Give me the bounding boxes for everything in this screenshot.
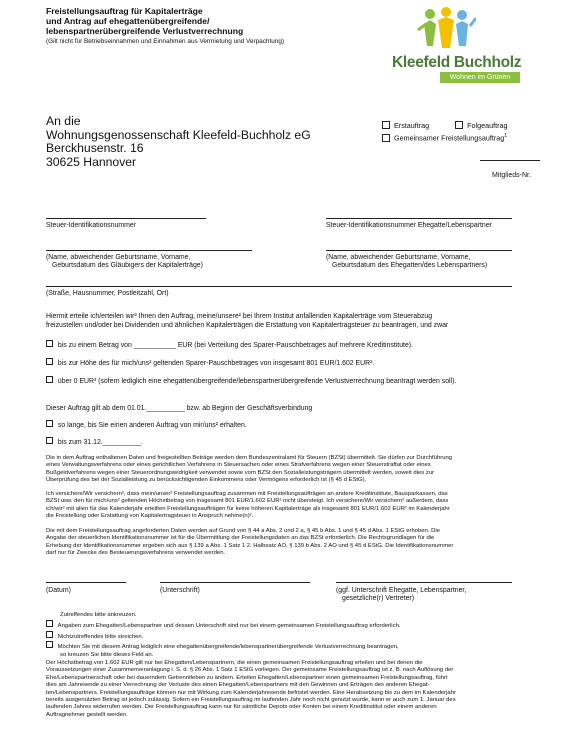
logo-figures-icon <box>416 6 476 52</box>
amount-option-3 <box>46 376 566 386</box>
validity-until <box>46 437 546 447</box>
tax-id-spouse-line[interactable] <box>326 218 512 219</box>
first-order-label: Erstauftrag <box>394 121 430 130</box>
spouse-signature-line[interactable] <box>336 582 512 583</box>
footer-4: dies am Jahresende zu einer Verrechnung der Verluste des einen Ehegatten/Lebenspartners mit den Gewinnen und Erträgen des anderen Ehegat- <box>46 682 430 689</box>
joint-order-label: Gemeinsamer Freistellungsauftrag <box>394 133 505 143</box>
member-number-label: Mitglieds-Nr. <box>492 172 531 179</box>
spouse-signature-label-2: gesetzliche(r) Vertreter) <box>342 595 414 603</box>
date-line[interactable] <box>46 582 126 583</box>
footnotes <box>46 612 546 660</box>
validity-until-checkbox[interactable] <box>46 437 53 444</box>
title-line-3: lebenspartnerübergreifende Verlustverrechnung <box>46 26 244 37</box>
spouse-name-label <box>326 254 487 271</box>
intro-text <box>46 312 546 331</box>
amount-option-1 <box>46 340 546 350</box>
footer-2: Voraussetzungen einer Zusammenveranlagung i. S. d. § 26 Abs. 1 Satz 1 EStG vorliegen. Der gemeinsame Freistellungsauftrag ist z. B. nach Auflösung der <box>46 667 454 674</box>
amount-option-2-checkbox[interactable] <box>46 358 53 365</box>
footnote-2-box <box>46 620 53 627</box>
validity-revoked <box>46 420 546 430</box>
member-number-line[interactable] <box>480 160 540 161</box>
title-line-2: und Antrag auf ehegattenübergreifende/ <box>46 16 210 27</box>
legal-1b: eines Verwaltungsverfahrens oder eines gerichtlichen Verfahrens in Steuersachen oder eines Strafverfahrens wegen einer Steuerstraftat oder eines <box>46 462 431 469</box>
street-line[interactable] <box>46 286 512 287</box>
amount-option-3-label: über 0 EUR³ (sofern lediglich eine ehegattenübergreifende/lebenspartnerübergreifende Verlustverrechnung beantragt werden soll). <box>57 378 457 385</box>
intro-line-2: freizustellen und/oder bei Dividenden und ähnlichen Kapitalerträgen die Erstattung von Kapitalertragsteuer zu beantragen, und zwar <box>46 322 449 330</box>
signature-line[interactable] <box>160 582 310 583</box>
follow-order-checkbox[interactable] <box>455 121 463 129</box>
address-line-1: An die <box>46 114 81 128</box>
footnote-4b: so kreuzen Sie bitte dieses Feld an. <box>60 652 154 659</box>
legal-1c: Bußgeldverfahrens wegen einer Steuerordnungswidrigkeit verwendet sowie vom BZSt den Sozialleistungsträgern übermittelt werden, soweit dies zur <box>46 469 434 476</box>
amount-option-1-checkbox[interactable] <box>46 340 53 347</box>
legal-1d: Überprüfung des bei der Sozialleistung zu berücksichtigenden Einkommens oder Vermögens erforderlich ist (§ 45 d EStG). <box>46 477 367 484</box>
footnote-3: Nichtzutreffendes bitte streichen. <box>57 633 144 640</box>
footnote-4a: Möchten Sie mit diesem Antrag lediglich eine ehegattenübergreifende/lebenspartnerübergreifende Verlustverrechnung beantragen, <box>57 644 399 651</box>
amount-option-2 <box>46 358 546 368</box>
legal-3a: Die mit dem Freistellungsauftrag angeforderten Daten werden auf Grund von § 44 a Abs. 2 und 2 a, § 45 b Abs. 1 und § 45 d Abs. 1 EStG erhoben. Die <box>46 528 440 534</box>
amount-option-3-checkbox[interactable] <box>46 376 53 383</box>
legal-paragraph-1 <box>46 455 546 485</box>
address-line-3: Berckhusenstr. 16 <box>46 141 144 156</box>
spouse-signature-label-1: (ggf. Unterschrift Ehegatte, Lebenspartner, <box>336 587 467 594</box>
legal-3c: Erhebung der Identifikationsnummer ergeben sich aus § 139 a Abs. 1 Satz 1 2. Halbsatz AO, § 139 b Abs. 2 AO und § 45 d EStG. Die Identifikationsnummer <box>46 542 454 549</box>
logo-tagline: Wohnen im Grünen <box>440 72 520 83</box>
creditor-name-label-1: (Name, abweichender Geburtsname, Vorname, <box>46 254 191 261</box>
address-line-2: Wohnungsgenossenschaft Kleefeld-Buchholz eG <box>46 127 311 142</box>
footnote-3-box <box>46 631 53 638</box>
footer-paragraph <box>46 660 546 719</box>
amount-option-2-label: bis zur Höhe des für mich/uns² geltenden Sparer-Pauschbetrages von insgesamt 801 EUR/1.602 EUR². <box>57 360 375 367</box>
recipient-address <box>46 115 311 169</box>
logo-name: Kleefeld Buchholz <box>392 54 522 71</box>
follow-order-label: Folgeauftrag <box>467 121 508 130</box>
legal-3b: Angabe der steuerlichen Identifikationsnummer ist für die Übermittlung der Freistellungsdaten an das BZSt erforderlich. Die Rechtsgrundlagen für die <box>46 535 435 542</box>
legal-1a: Die in dem Auftrag enthaltenen Daten und freigestellten Beträge werden dem Bundeszentralamt für Steuern (BZSt) übermittelt. Sie dürfen zur Durchführung <box>46 455 453 461</box>
spouse-name-line[interactable] <box>326 250 512 251</box>
legal-3d: darf nur für Zwecke des Besteuerungsverfahrens verwendet werden. <box>46 550 226 557</box>
legal-2a: Ich versichere/Wir versichern², dass mein/unser² Freistellungsauftrag zusammen mit Freistellungsaufträgen an andere Kreditinstitute, Bausparkassen, das <box>46 491 448 497</box>
tax-id-label: Steuer-Identifikationsnummer <box>46 222 137 229</box>
legal-2b: BZSt usw. den für mich/uns² geltenden Höchstbetrag von insgesamt 801 EUR/1.602 EUR² nicht übersteigt. Ich versichere/Wir versichern² außerdem, dass <box>46 498 449 505</box>
footer-1: Der Höchstbetrag von 1.602 EUR gilt nur bei Ehegatten/Lebenspartnern, die einen gemeinsamen Freistellungsauftrag erteilen und bei denen die <box>46 660 423 666</box>
spouse-name-label-2: Geburtsdatum des Ehegatten/des Lebenspartners) <box>332 262 488 270</box>
creditor-name-line[interactable] <box>46 250 252 251</box>
creditor-name-label-2: Geburtsdatum des Gläubigers der Kapitalerträge) <box>52 262 203 270</box>
first-order-checkbox[interactable] <box>382 121 390 129</box>
legal-2c: ich/wir² mit allen für das Kalenderjahr erteilten Freistellungsaufträgen für keine höheren Kapitalerträge als insgesamt 801 EUR/1.602 EUR² im Kalenderjahr <box>46 505 450 512</box>
footnote-2: Angaben zum Ehegatten/Lebenspartner und dessen Unterschrift sind nur bei einem gemeinsamen Freistellungsauftrag erforderlich. <box>57 622 401 629</box>
spouse-name-label-1: (Name, abweichender Geburtsname, Vorname, <box>326 254 471 261</box>
legal-2d: die Freistellung oder Erstattung von Kapitalertragsteuer in Anspruch nehme(n)². <box>46 513 254 520</box>
tax-id-line[interactable] <box>46 218 206 219</box>
validity-revoked-checkbox[interactable] <box>46 420 53 427</box>
validity-revoked-label: so lange, bis Sie einen anderen Auftrag von mir/uns² erhalten. <box>57 422 247 429</box>
footer-8: Auftragnehmer gestellt werden. <box>46 711 128 718</box>
amount-option-1-label: bis zu einem Betrag von ___________ EUR (bei Verteilung des Sparer-Pauschbetrages auf mehrere Kreditinstitute). <box>57 342 413 349</box>
joint-order-checkbox[interactable] <box>382 134 390 142</box>
footnote-1: Zutreffendes bitte ankreuzen. <box>60 612 137 618</box>
form-title <box>46 6 376 47</box>
legal-paragraph-3 <box>46 528 546 558</box>
signature-label: (Unterschrift) <box>160 587 200 594</box>
creditor-name-label <box>46 254 203 271</box>
title-line-1: Freistellungsauftrag für Kapitalerträge <box>46 6 203 16</box>
address-line-4: 30625 Hannover <box>46 154 137 169</box>
spouse-signature-label <box>336 587 466 604</box>
footer-5: ten/Lebenspartners. Freistellungsaufträge können nur mit Wirkung zum Kalenderjahresende befristet werden. Eine Herabsetzung bis zu dem im Kalenderjahr <box>46 689 456 696</box>
intro-line-1: Hiermit erteile ich/erteilen wir² Ihnen den Auftrag, meine/unsere² bei Ihrem Institut anfallenden Kapitalerträge vom Steuerabzug <box>46 313 433 320</box>
street-label: (Straße, Hausnummer, Postleitzahl, Ort) <box>46 290 169 297</box>
tax-id-spouse-label: Steuer-Identifikationsnummer Ehegatte/Lebenspartner <box>326 222 492 229</box>
legal-paragraph-2 <box>46 491 546 521</box>
footer-3: Ehe/Lebenspartnerschaft oder bei dauerndem Getrenntleben zu ändern. Erteilen Ehegatten/Lebenspartner einen gemeinsamen Freistellungsauftrag, führt <box>46 674 448 681</box>
order-type-options: Erstauftrag Folgeauftrag Gemeinsamer Freistellungsauftrag$^1$ <box>382 120 508 144</box>
footnote-4-box <box>46 641 53 648</box>
footer-6: bereits ausgenutzten Betrag ist jedoch zulässig. Sofern ein Freistellungsauftrag im laufenden Jahr noch nicht genutzt wurde, kann er auch zum 1. Januar des <box>46 697 456 704</box>
footer-7: laufenden Jahres widerrufen werden. Der Freistellungsauftrag kann nur für sämtliche Depots oder Konten bei einem Kreditinstitut oder einem anderen <box>46 704 437 711</box>
validity-until-label: bis zum 31.12.__________. <box>57 439 143 446</box>
date-label: (Datum) <box>46 587 71 594</box>
validity-from: Dieser Auftrag gilt ab dem 01.01.__________ bzw. ab Beginn der Geschäftsverbindung <box>46 405 313 412</box>
title-note: (Gilt nicht für Betriebseinnahmen und Einnahmen aus Vermietung und Verpachtung) <box>46 37 285 45</box>
